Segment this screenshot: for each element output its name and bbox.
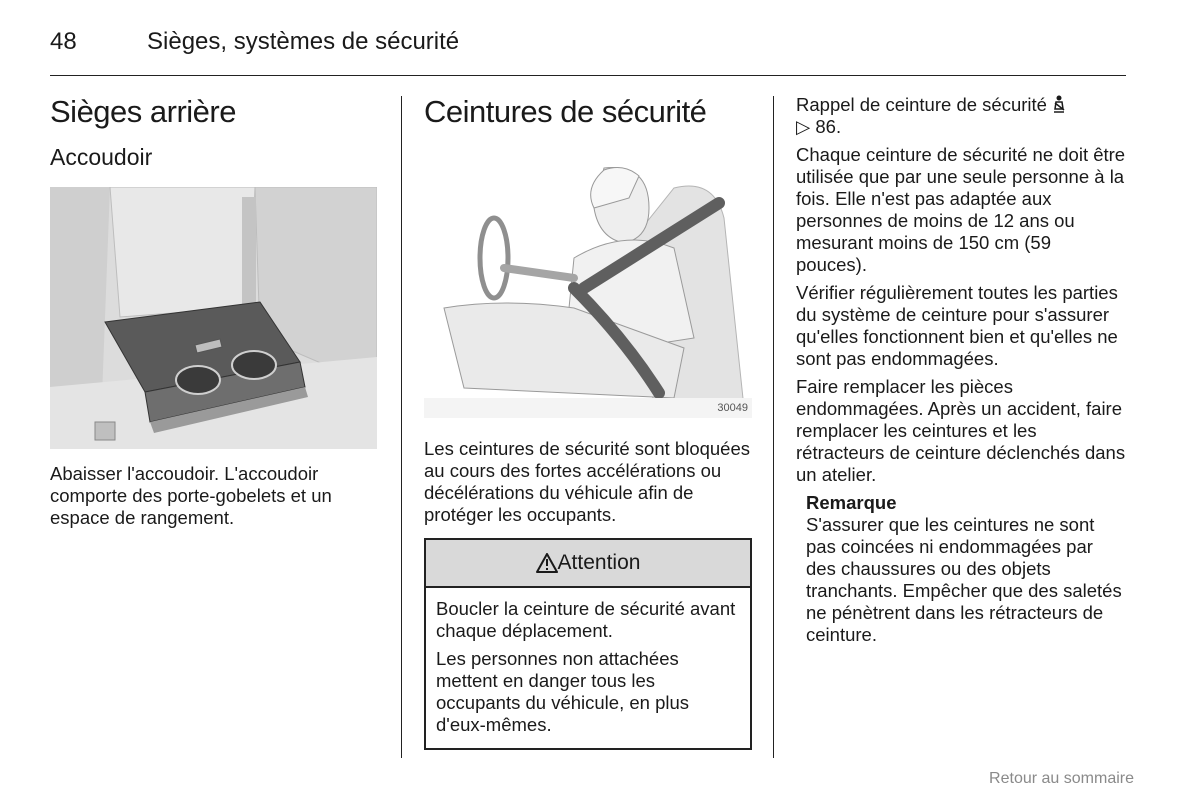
seatbelt-description: Les ceintures de sécurité sont bloquées au cours des fortes accélérations ou décélérations du véhicule afin de protéger les occupants. <box>424 438 751 525</box>
armrest-description: Abaisser l'accoudoir. L'accoudoir comporte des porte-gobelets et un espace de rangement. <box>50 463 332 528</box>
column-divider <box>401 96 402 758</box>
page-header <box>50 24 1126 76</box>
reminder-line <box>796 94 1126 138</box>
note-title: Remarque <box>806 492 897 513</box>
column-seatbelt-info <box>796 94 1126 646</box>
seatbelt-illustration <box>424 158 752 418</box>
attention-title: Attention <box>557 551 641 574</box>
warning-triangle-icon <box>536 553 558 573</box>
cross-reference-arrow-icon: ▷ <box>796 116 811 137</box>
body-paragraph: Chaque ceinture de sécurité ne doit être utilisée que par une seule personne à la fois. Elle n'est pas adaptée aux personnes de moins de 12 ans ou mesurant moins de 150 cm (59 pouces). <box>796 144 1126 275</box>
attention-box <box>424 538 752 750</box>
header-rule <box>50 75 1126 76</box>
reminder-page-ref[interactable]: 86. <box>815 116 842 137</box>
attention-header <box>426 540 750 588</box>
reminder-text: Rappel de ceinture de sécurité <box>796 94 1047 115</box>
column-seat-belts <box>424 94 752 750</box>
note-body: S'assurer que les ceintures ne sont pas coincées ni endommagées par des chaussures ou des objets tranchants. Empêcher que des saletés ne pénètrent dans les rétracteurs de ceinture. <box>806 514 1122 645</box>
body-paragraph: Vérifier régulièrement toutes les parties du système de ceinture pour s'assurer qu'elles fonctionnent bien et qu'elles ne sont pas endommagées. <box>796 282 1118 369</box>
body-paragraph: Faire remplacer les pièces endommagées. Après un accident, faire remplacer les ceintures et les rétracteurs de ceinture déclenchés dans un atelier. <box>796 376 1126 485</box>
armrest-illustration <box>50 187 377 449</box>
column-rear-seats <box>50 94 380 529</box>
column-divider <box>773 96 774 758</box>
chapter-title: Sièges, systèmes de sécurité <box>147 28 460 55</box>
attention-paragraph: Boucler la ceinture de sécurité avant chaque déplacement. <box>436 598 736 641</box>
section-heading: Sièges arrière <box>50 94 236 129</box>
figure-code: 30049 <box>717 402 748 414</box>
attention-body <box>426 588 750 748</box>
note-block <box>796 492 1126 646</box>
attention-paragraph: Les personnes non attachées mettent en danger tous les occupants du véhicule, en plus d'eux-mêmes. <box>436 648 690 735</box>
page-number: 48 <box>50 28 77 55</box>
seatbelt-person-icon <box>1052 95 1066 113</box>
section-heading: Ceintures de sécurité <box>424 94 707 129</box>
back-to-contents-link[interactable]: Retour au sommaire <box>989 770 1134 787</box>
subsection-heading: Accoudoir <box>50 144 153 170</box>
